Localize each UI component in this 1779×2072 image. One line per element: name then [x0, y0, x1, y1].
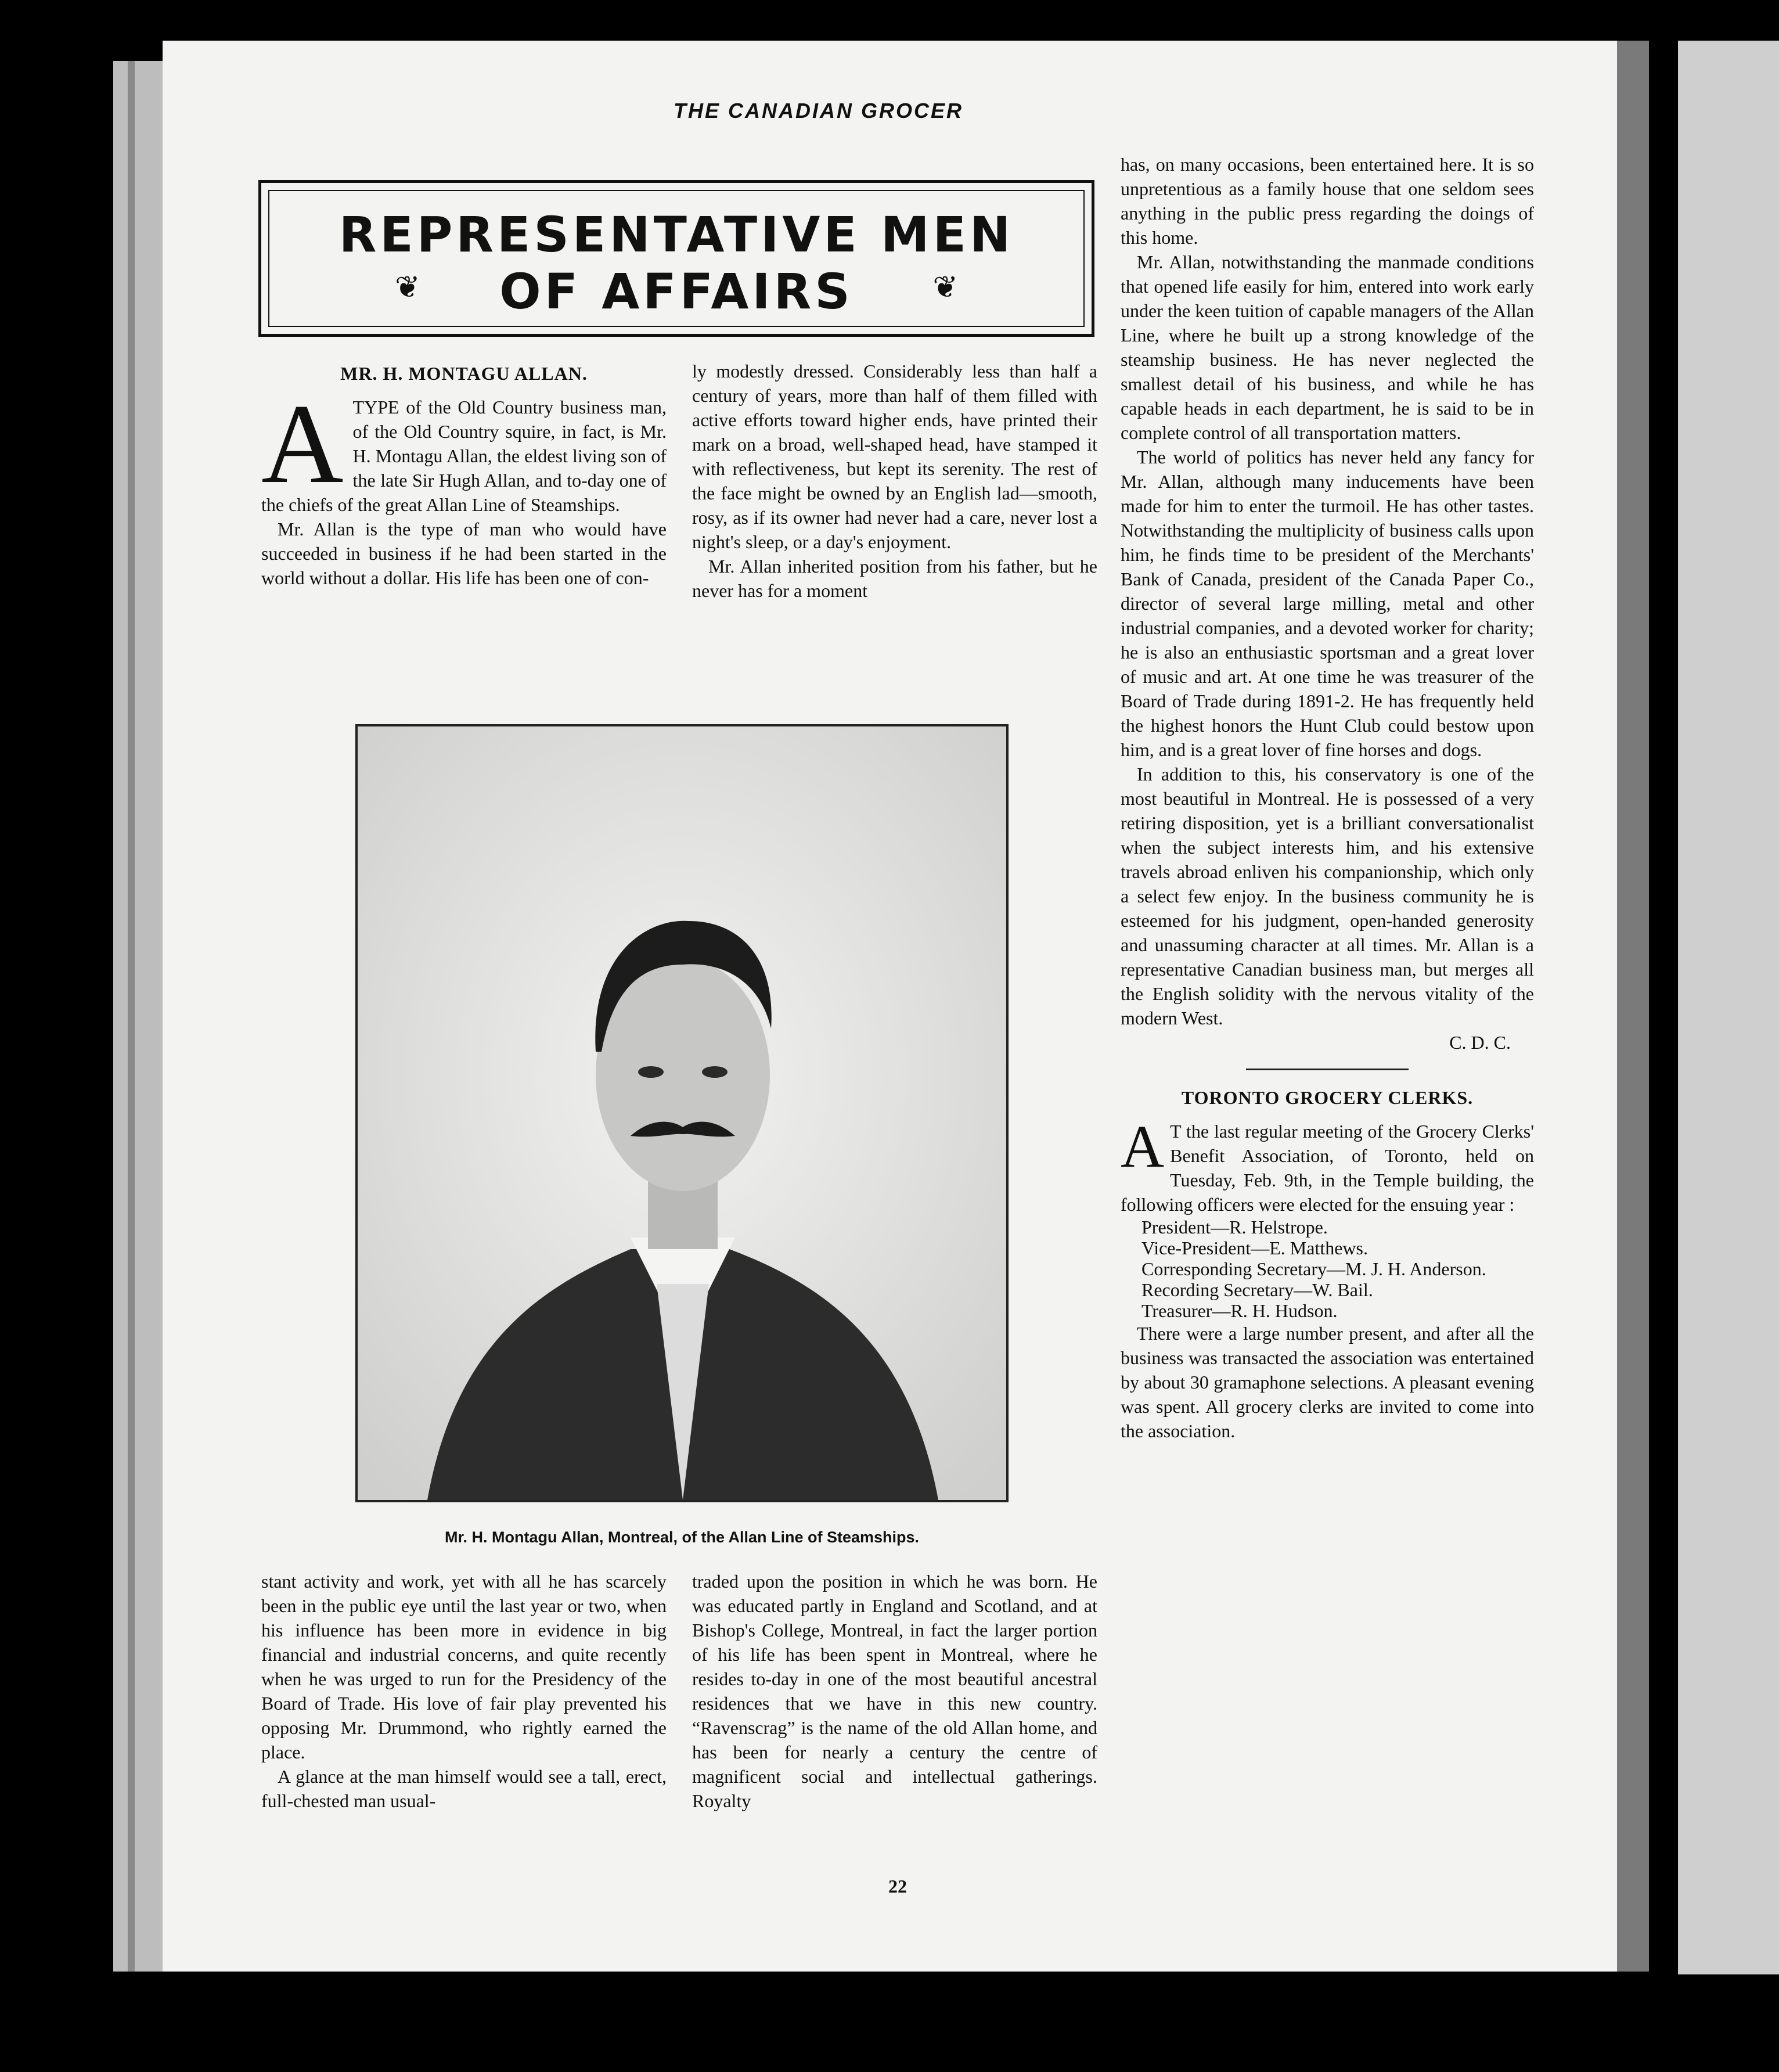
- title-line-1: REPRESENTATIVE MEN: [338, 206, 1014, 263]
- page-number: 22: [888, 1876, 907, 1897]
- title-line-2: OF AFFAIRS: [499, 263, 854, 320]
- paragraph: There were a large number present, and after all the business was transacted the association was entertained by about 30 gramaphone selections. A pleasant evening was spent. All grocery clerks are invited to come into the association.: [1121, 1323, 1534, 1441]
- paragraph: stant activity and work, yet with all he has scarcely been in the public eye until the last year or two, when his influence has been more in evidence in big financial and industrial concerns, and quite recently when he was urged to run for the Presidency of the Board of Trade. His love of fair play prevented his opposing Mr. Drummond, who rightly earned the place.: [261, 1571, 667, 1762]
- paragraph: Mr. Allan, notwithstanding the manmade conditions that opened life easily for him, entered into work early under the keen tuition of capable managers of the Allan Line, where he built up a strong knowledge of the steamship business. He has never neglected the smallest detail of his business, and while he has capable heads in each department, he is said to be in complete control of all transportation matters.: [1121, 251, 1534, 443]
- officer-entry: President—R. Helstrope.: [1141, 1217, 1328, 1238]
- paragraph: has, on many occasions, been entertained here. It is so unpretentious as a family house that one seldom sees anything in the public press regarding the doings of this home.: [1121, 154, 1534, 248]
- paragraph: The world of politics has never held any fancy for Mr. Allan, although many inducements have been made for him to enter the turmoil. He has other tastes. Notwithstanding the multiplicity of business calls upon him, he finds time to be president of the Merchants' Bank of Canada, president of the Canada Paper Co., director of several large milling, metal and other industrial companies, and a devoted worker for charity; he is also an enthusiastic sportsman and a great lover of music and art. At one time he was treasurer of the Board of Trade during 1891-2. He has frequently held the highest honors the Hunt Club could bestow upon him, and is a great lover of fine horses and dogs.: [1121, 447, 1534, 760]
- officers-list: [1121, 1217, 1534, 1321]
- article-column-1-top: [261, 361, 667, 590]
- page-spine-shadow: [1617, 41, 1649, 1972]
- section-divider: [1246, 1069, 1409, 1070]
- paragraph: A glance at the man himself would see a tall, erect, full-chested man usual-: [261, 1766, 667, 1811]
- paragraph: ly modestly dressed. Considerably less than half a century of years, more than half of them filled with active efforts toward higher ends, have printed their mark on a broad, well-shaped head, have stamped it with reflectiveness, but kept its serenity. The rest of the face might be owned by an English lad—smooth, rosy, as if its owner had never had a care, never lost a night's sleep, or a day's enjoyment.: [692, 361, 1097, 552]
- article-heading: MR. H. MONTAGU ALLAN.: [340, 363, 588, 384]
- scan-right-edge: [1678, 41, 1779, 1974]
- paragraph: T the last regular meeting of the Grocery Clerks' Benefit Association, of Toronto, held on Tuesday, Feb. 9th, in the Temple building, the following officers were elected for the ensuing year :: [1121, 1121, 1534, 1215]
- drop-cap: A: [1121, 1113, 1165, 1180]
- title-box: [258, 180, 1094, 337]
- paragraph: Mr. Allan inherited position from his father, but he never has for a moment: [692, 556, 1097, 601]
- leaf-ornament-icon: ❦: [395, 271, 420, 304]
- article-heading: TORONTO GROCERY CLERKS.: [1181, 1087, 1474, 1108]
- article-column-2-top: [692, 359, 1097, 603]
- portrait-photo: [355, 724, 1009, 1502]
- author-signature: C. D. C.: [1449, 1032, 1511, 1053]
- article-column-3: [1121, 152, 1534, 1443]
- officer-entry: Treasurer—R. H. Hudson.: [1141, 1300, 1338, 1321]
- article-column-2-bottom: [692, 1569, 1097, 1813]
- paragraph: TYPE of the Old Country business man, of the Old Country squire, in fact, is Mr. H. Montagu Allan, the eldest living son of the late Sir Hugh Allan, and to-day one of the chiefs of the great Allan Line of Steamships.: [261, 397, 667, 515]
- article-column-1-bottom: [261, 1569, 667, 1813]
- drop-cap: A: [261, 381, 344, 507]
- officer-entry: Vice-President—E. Matthews.: [1141, 1238, 1368, 1258]
- officer-entry: Recording Secretary—W. Bail.: [1141, 1279, 1373, 1300]
- scan-left-edge-line: [128, 61, 135, 1972]
- paragraph: traded upon the position in which he was born. He was educated partly in England and Scotland, and at Bishop's College, Montreal, in fact the larger portion of his life has been spent in Montreal, where he resides to-day in one of the most beautiful ancestral residences that we have in this new country. “Ravenscrag” is the name of the old Allan home, and has been for nearly a century the centre of magnificent social and intellectual gatherings. Royalty: [692, 1571, 1097, 1811]
- running-head: THE CANADIAN GROCER: [674, 99, 964, 123]
- leaf-ornament-icon: ❦: [932, 271, 958, 304]
- paragraph: In addition to this, his conservatory is one of the most beautiful in Montreal. He is possessed of a very retiring disposition, yet is a brilliant conversationalist when the subject interests him, and his extensive travels abroad enliven his companionship, which only a select few enjoy. In the business community he is esteemed for his judgment, open-handed generosity and unassuming character at all times. Mr. Allan is a representative Canadian business man, but merges all the English solidity with the nervous vitality of the modern West.: [1121, 764, 1534, 1028]
- photo-caption: Mr. H. Montagu Allan, Montreal, of the Allan Line of Steamships.: [444, 1528, 920, 1546]
- officer-entry: Corresponding Secretary—M. J. H. Anderson.: [1141, 1258, 1486, 1279]
- paragraph: Mr. Allan is the type of man who would have succeeded in business if he had been started in the world without a dollar. His life has been one of con-: [261, 519, 667, 588]
- portrait-illustration: [358, 726, 1006, 1500]
